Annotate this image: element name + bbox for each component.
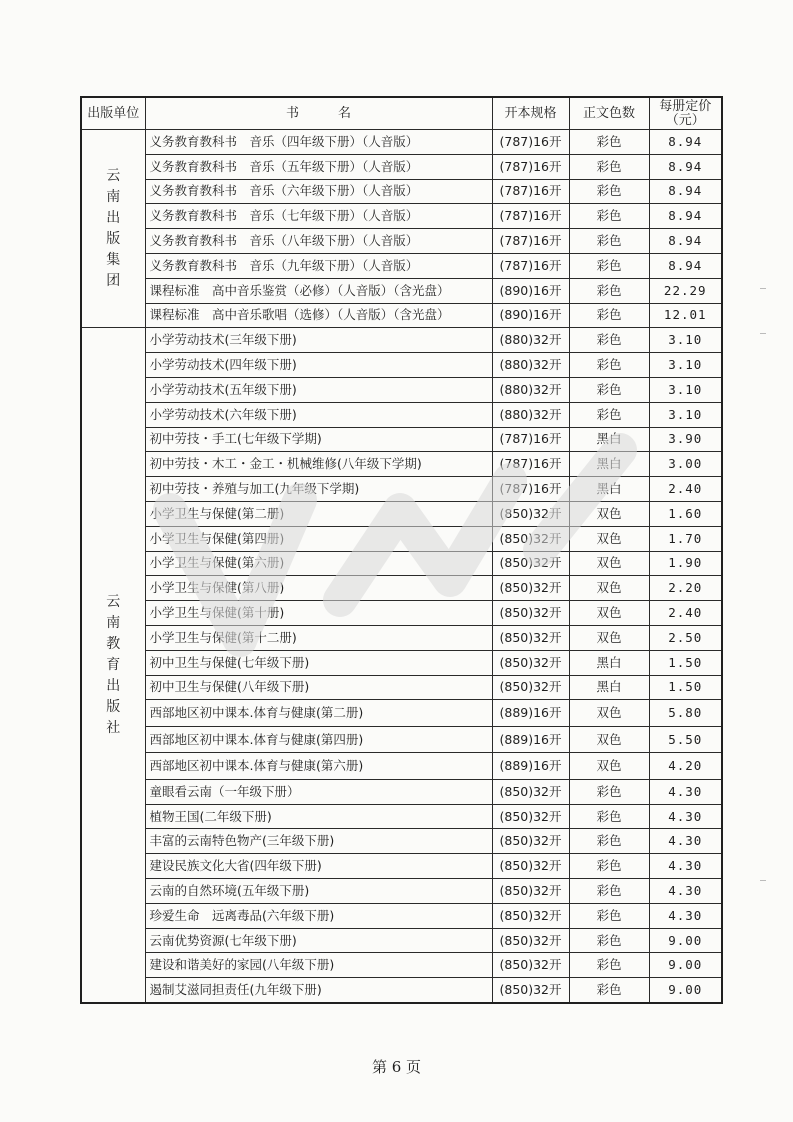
color-cell: 双色 (569, 576, 649, 601)
price-cell: 8.94 (649, 229, 722, 254)
book-title-cell: 初中劳技・手工(七年级下学期) (145, 427, 492, 452)
table-row (81, 779, 722, 804)
format-cell: (889)16开 (492, 726, 569, 753)
format-cell: (850)32开 (492, 675, 569, 700)
table-row (81, 551, 722, 576)
format-cell: (787)16开 (492, 452, 569, 477)
format-cell: (850)32开 (492, 576, 569, 601)
book-title-cell: 小学卫生与保健(第六册) (145, 551, 492, 576)
format-cell: (787)16开 (492, 154, 569, 179)
color-cell: 彩色 (569, 303, 649, 328)
header-publisher: 出版单位 (81, 97, 145, 130)
color-cell: 双色 (569, 625, 649, 650)
color-cell: 黑白 (569, 675, 649, 700)
book-title-cell: 童眼看云南（一年级下册） (145, 779, 492, 804)
table-row (81, 204, 722, 229)
price-cell: 1.70 (649, 526, 722, 551)
book-title-cell: 小学劳动技术(五年级下册) (145, 377, 492, 402)
textbook-price-table (80, 96, 723, 1004)
publisher-cell (81, 328, 145, 1003)
price-cell: 3.10 (649, 353, 722, 378)
book-title-cell: 云南优势资源(七年级下册) (145, 928, 492, 953)
table-row (81, 903, 722, 928)
book-title-cell: 初中卫生与保健(七年级下册) (145, 650, 492, 675)
color-cell: 双色 (569, 551, 649, 576)
format-cell: (787)16开 (492, 427, 569, 452)
table-header-row (81, 97, 722, 130)
book-title-cell: 云南的自然环境(五年级下册) (145, 879, 492, 904)
book-title-cell: 课程标准 高中音乐歌唱（选修）（人音版）（含光盘） (145, 303, 492, 328)
price-cell: 4.20 (649, 753, 722, 780)
format-cell: (787)16开 (492, 477, 569, 502)
format-cell: (850)32开 (492, 650, 569, 675)
table-row (81, 452, 722, 477)
table-row (81, 675, 722, 700)
book-title-cell: 课程标准 高中音乐鉴赏（必修）（人音版）（含光盘） (145, 278, 492, 303)
color-cell: 彩色 (569, 879, 649, 904)
format-cell: (850)32开 (492, 501, 569, 526)
format-cell: (880)32开 (492, 328, 569, 353)
price-cell: 4.30 (649, 854, 722, 879)
table-row (81, 353, 722, 378)
table-row (81, 278, 722, 303)
header-color: 正文色数 (569, 97, 649, 130)
format-cell: (850)32开 (492, 854, 569, 879)
format-cell: (890)16开 (492, 303, 569, 328)
price-cell: 4.30 (649, 804, 722, 829)
color-cell: 双色 (569, 601, 649, 626)
format-cell: (850)32开 (492, 903, 569, 928)
book-title-cell: 义务教育教科书 音乐（五年级下册）（人音版） (145, 154, 492, 179)
table-row (81, 753, 722, 780)
book-title-cell: 遏制艾滋同担责任(九年级下册) (145, 978, 492, 1003)
format-cell: (850)32开 (492, 625, 569, 650)
page-number: 第 6 页 (371, 1058, 422, 1076)
price-cell: 8.94 (649, 204, 722, 229)
price-cell: 8.94 (649, 154, 722, 179)
book-title-cell: 小学劳动技术(六年级下册) (145, 402, 492, 427)
price-cell: 5.80 (649, 700, 722, 727)
price-cell: 3.10 (649, 328, 722, 353)
table-row (81, 650, 722, 675)
price-cell: 2.50 (649, 625, 722, 650)
document-sheet (80, 96, 721, 1004)
book-title-cell: 义务教育教科书 音乐（四年级下册）（人音版） (145, 130, 492, 155)
table-row (81, 804, 722, 829)
publisher-cell (81, 130, 145, 328)
color-cell: 彩色 (569, 253, 649, 278)
book-title-cell: 小学卫生与保健(第二册) (145, 501, 492, 526)
table-row (81, 229, 722, 254)
book-title-cell: 西部地区初中课本.体育与健康(第四册) (145, 726, 492, 753)
table-row (81, 854, 722, 879)
table-row (81, 477, 722, 502)
book-title-cell: 西部地区初中课本.体育与健康(第二册) (145, 700, 492, 727)
color-cell: 彩色 (569, 154, 649, 179)
table-row (81, 576, 722, 601)
format-cell: (787)16开 (492, 229, 569, 254)
format-cell: (850)32开 (492, 601, 569, 626)
price-cell: 3.00 (649, 452, 722, 477)
book-title-cell: 建设和谐美好的家园(八年级下册) (145, 953, 492, 978)
color-cell: 彩色 (569, 229, 649, 254)
table-row (81, 601, 722, 626)
format-cell: (850)32开 (492, 978, 569, 1003)
book-title-cell: 西部地区初中课本.体育与健康(第六册) (145, 753, 492, 780)
table-row (81, 402, 722, 427)
color-cell: 彩色 (569, 402, 649, 427)
color-cell: 彩色 (569, 278, 649, 303)
table-row (81, 700, 722, 727)
header-format: 开本规格 (492, 97, 569, 130)
table-row (81, 130, 722, 155)
color-cell: 双色 (569, 526, 649, 551)
format-cell: (787)16开 (492, 204, 569, 229)
color-cell: 黑白 (569, 477, 649, 502)
price-cell: 8.94 (649, 130, 722, 155)
book-title-cell: 小学卫生与保健(第十册) (145, 601, 492, 626)
book-title-cell: 丰富的云南特色物产(三年级下册) (145, 829, 492, 854)
color-cell: 彩色 (569, 978, 649, 1003)
price-cell: 3.10 (649, 402, 722, 427)
color-cell: 彩色 (569, 377, 649, 402)
table-row (81, 377, 722, 402)
table-body (81, 130, 722, 1004)
table-row (81, 501, 722, 526)
color-cell: 黑白 (569, 650, 649, 675)
publisher-name: 云南教育出版社 (106, 593, 121, 736)
price-cell: 4.30 (649, 829, 722, 854)
book-title-cell: 义务教育教科书 音乐（六年级下册）（人音版） (145, 179, 492, 204)
book-title-cell: 初中劳技・木工・金工・机械维修(八年级下学期) (145, 452, 492, 477)
color-cell: 彩色 (569, 328, 649, 353)
format-cell: (787)16开 (492, 130, 569, 155)
book-title-cell: 小学卫生与保健(第八册) (145, 576, 492, 601)
book-title-cell: 小学劳动技术(四年级下册) (145, 353, 492, 378)
price-cell: 9.00 (649, 978, 722, 1003)
header-title: 书 名 (145, 97, 492, 130)
color-cell: 双色 (569, 700, 649, 727)
color-cell: 彩色 (569, 928, 649, 953)
color-cell: 彩色 (569, 953, 649, 978)
table-row (81, 253, 722, 278)
format-cell: (880)32开 (492, 402, 569, 427)
publisher-name: 云南出版集团 (106, 167, 121, 289)
table-row (81, 726, 722, 753)
book-title-cell: 义务教育教科书 音乐（七年级下册）（人音版） (145, 204, 492, 229)
price-cell: 5.50 (649, 726, 722, 753)
price-cell: 8.94 (649, 179, 722, 204)
color-cell: 彩色 (569, 179, 649, 204)
table-row (81, 978, 722, 1003)
table-row (81, 879, 722, 904)
price-cell: 4.30 (649, 903, 722, 928)
table-row (81, 829, 722, 854)
margin-mark (760, 288, 766, 289)
color-cell: 双色 (569, 753, 649, 780)
color-cell: 彩色 (569, 804, 649, 829)
price-cell: 9.00 (649, 928, 722, 953)
format-cell: (889)16开 (492, 753, 569, 780)
book-title-cell: 小学劳动技术(三年级下册) (145, 328, 492, 353)
price-cell: 2.40 (649, 477, 722, 502)
format-cell: (890)16开 (492, 278, 569, 303)
book-title-cell: 小学卫生与保健(第四册) (145, 526, 492, 551)
table-row (81, 526, 722, 551)
margin-mark (760, 880, 766, 881)
book-title-cell: 植物王国(二年级下册) (145, 804, 492, 829)
format-cell: (787)16开 (492, 179, 569, 204)
table-row (81, 427, 722, 452)
color-cell: 彩色 (569, 854, 649, 879)
book-title-cell: 初中劳技・养殖与加工(九年级下学期) (145, 477, 492, 502)
color-cell: 彩色 (569, 829, 649, 854)
color-cell: 彩色 (569, 130, 649, 155)
format-cell: (850)32开 (492, 804, 569, 829)
color-cell: 彩色 (569, 903, 649, 928)
color-cell: 双色 (569, 726, 649, 753)
format-cell: (850)32开 (492, 551, 569, 576)
format-cell: (850)32开 (492, 526, 569, 551)
price-cell: 1.50 (649, 650, 722, 675)
format-cell: (850)32开 (492, 829, 569, 854)
format-cell: (850)32开 (492, 779, 569, 804)
table-row (81, 154, 722, 179)
color-cell: 彩色 (569, 353, 649, 378)
price-cell: 4.30 (649, 879, 722, 904)
price-cell: 22.29 (649, 278, 722, 303)
table-row (81, 179, 722, 204)
book-title-cell: 珍爱生命 远离毒品(六年级下册) (145, 903, 492, 928)
margin-mark (760, 333, 766, 334)
color-cell: 彩色 (569, 779, 649, 804)
price-cell: 3.10 (649, 377, 722, 402)
price-cell: 12.01 (649, 303, 722, 328)
book-title-cell: 建设民族文化大省(四年级下册) (145, 854, 492, 879)
book-title-cell: 初中卫生与保健(八年级下册) (145, 675, 492, 700)
format-cell: (850)32开 (492, 879, 569, 904)
price-cell: 2.20 (649, 576, 722, 601)
format-cell: (889)16开 (492, 700, 569, 727)
price-cell: 4.30 (649, 779, 722, 804)
format-cell: (850)32开 (492, 953, 569, 978)
table-row (81, 328, 722, 353)
format-cell: (850)32开 (492, 928, 569, 953)
color-cell: 双色 (569, 501, 649, 526)
price-cell: 2.40 (649, 601, 722, 626)
price-cell: 8.94 (649, 253, 722, 278)
table-row (81, 625, 722, 650)
book-title-cell: 义务教育教科书 音乐（八年级下册）（人音版） (145, 229, 492, 254)
price-cell: 1.90 (649, 551, 722, 576)
table-row (81, 303, 722, 328)
format-cell: (787)16开 (492, 253, 569, 278)
table-row (81, 953, 722, 978)
price-cell: 9.00 (649, 953, 722, 978)
price-cell: 3.90 (649, 427, 722, 452)
price-cell: 1.60 (649, 501, 722, 526)
table-row (81, 928, 722, 953)
format-cell: (880)32开 (492, 377, 569, 402)
format-cell: (880)32开 (492, 353, 569, 378)
price-cell: 1.50 (649, 675, 722, 700)
color-cell: 彩色 (569, 204, 649, 229)
header-price: 每册定价（元） (649, 97, 722, 130)
color-cell: 黑白 (569, 452, 649, 477)
book-title-cell: 义务教育教科书 音乐（九年级下册）（人音版） (145, 253, 492, 278)
book-title-cell: 小学卫生与保健(第十二册) (145, 625, 492, 650)
color-cell: 黑白 (569, 427, 649, 452)
